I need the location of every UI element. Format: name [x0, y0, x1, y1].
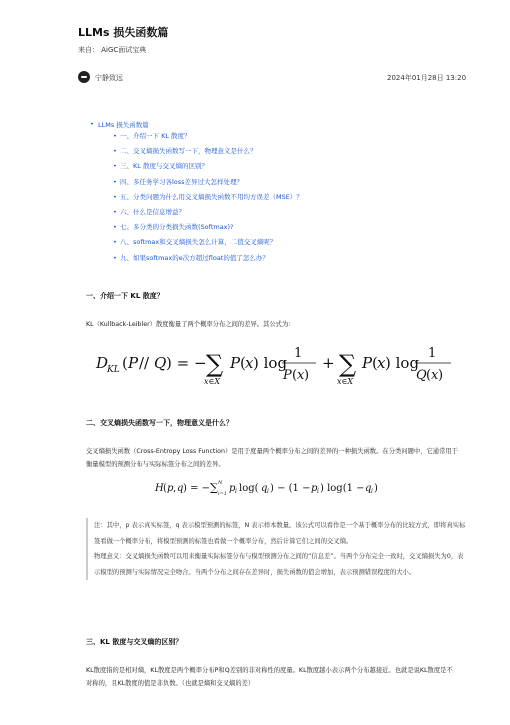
page-title: LLMs 损失函数篇	[78, 26, 169, 39]
svg-text:(: (	[240, 354, 246, 372]
source-line: 来自： AiGC面试宝典	[78, 46, 147, 54]
svg-text:x: x	[377, 354, 386, 372]
svg-text:,: ,	[173, 483, 177, 494]
svg-text:Q: Q	[416, 368, 427, 383]
svg-text:(: (	[292, 368, 298, 383]
svg-text:x∈X: x∈X	[204, 377, 221, 386]
toc-item-label: 八、softmax和交叉熵损失怎么计算，二值交叉熵呢？	[120, 238, 277, 247]
section-1-paragraph: KL（Kullback-Leibler）散度衡量了两个概率分布之间的差异。其公式为：	[86, 321, 295, 328]
toc-item-6[interactable]	[90, 205, 303, 220]
svg-text:i: i	[235, 488, 237, 495]
svg-text:) log: ) log	[253, 354, 288, 372]
section-2-paragraph: 交叉熵损失函数（Cross-Entropy Loss Function）是用于度量两个概率分布之间的差异的一种损失函数。在分类问题中，它通常用于衡量模型的预测分布与实际标签分布之间的差异。	[86, 448, 458, 468]
svg-text:1: 1	[428, 346, 437, 361]
svg-text:x: x	[245, 354, 254, 372]
svg-text:(: (	[122, 354, 128, 372]
svg-text:q: q	[177, 483, 184, 494]
svg-text:P: P	[230, 354, 241, 372]
svg-text:+: +	[322, 354, 335, 372]
svg-text:P: P	[128, 354, 139, 372]
svg-text:log(: log(	[239, 483, 259, 494]
section-heading-1: 一、介绍一下 KL 散度？	[86, 292, 164, 300]
section-3-paragraph: KL散度指的是相对熵，KL散度是两个概率分布P和Q差别的非对称性的度量。KL散度越小表示两个分布越接近。也就是说KL散度是不对称的，且KL散度的值是非负数。（也就是熵和交叉熵的差）	[86, 667, 453, 687]
svg-text:(: (	[163, 483, 167, 494]
svg-text:) = −: ) = −	[166, 354, 207, 372]
toc-list	[90, 129, 303, 266]
svg-text:) = −: ) = −	[183, 483, 211, 494]
toc-item-3[interactable]	[90, 159, 303, 174]
svg-text:Q: Q	[154, 354, 167, 372]
svg-text:(: (	[426, 368, 432, 383]
svg-text:p: p	[229, 483, 236, 494]
svg-text:KL: KL	[107, 365, 120, 375]
toc-main-link[interactable]: • LLMs 损失函数篇	[90, 120, 303, 129]
toc-item-label: 五、分类问题为什么用交叉熵损失函数不用均方误差（MSE）？	[120, 192, 303, 201]
avatar[interactable]	[78, 71, 90, 83]
svg-text:) − (1 −: ) − (1 −	[270, 483, 311, 494]
toc-item-label: 一、介绍一下 KL 散度？	[120, 132, 191, 140]
svg-text:i: i	[317, 488, 319, 495]
toc-item-5[interactable]	[90, 190, 303, 205]
toc-item-label: 九、如果softmax的e次方超过float的值了怎么办？	[120, 253, 269, 262]
author-row	[78, 71, 467, 85]
toc-item-label: 七、多分类的分类损失函数(Softmax)?	[120, 223, 234, 232]
svg-text:x: x	[297, 368, 305, 383]
toc-item-9[interactable]	[90, 251, 303, 266]
physical-meaning-text: 物理意义：交叉熵损失函数可以用来衡量实际标签分布与模型预测分布之间的“信息差”。当两个分布完全一致时，交叉熵损失为0，表示模型的预测与实际情况完全吻合。当两个分布之间存在差异时，损失函数的值会增加，表示预测错误程度的大小。	[94, 553, 464, 576]
toc-item-label: 四、多任务学习各loss差异过大怎样处理？	[120, 177, 244, 186]
svg-text:): )	[374, 483, 378, 494]
svg-text:i: i	[371, 488, 373, 495]
svg-text:(: (	[372, 354, 378, 372]
toc-item-4[interactable]	[90, 175, 303, 190]
author-name[interactable]: 宁静致远	[95, 74, 123, 82]
svg-text:): )	[438, 368, 444, 383]
svg-text:N: N	[218, 480, 223, 486]
cross-entropy-formula	[155, 477, 395, 497]
svg-text:) log: ) log	[385, 354, 420, 372]
svg-text:p: p	[167, 483, 174, 494]
svg-text:∑: ∑	[339, 350, 357, 378]
svg-text:) log(1 −: ) log(1 −	[320, 483, 365, 494]
svg-text:P: P	[362, 354, 373, 372]
toc-item-label: 二、交叉熵损失函数写一下，物理意义是什么？	[120, 147, 257, 156]
svg-text:∑: ∑	[206, 350, 224, 378]
svg-text:q: q	[365, 483, 372, 494]
toc-item-label: 三、KL 散度与交叉熵的区别？	[120, 162, 208, 171]
svg-text:): )	[304, 368, 310, 383]
svg-text:q: q	[261, 483, 268, 494]
svg-text://: //	[139, 354, 150, 372]
toc-item-1[interactable]	[90, 129, 303, 144]
svg-text:x∈X: x∈X	[337, 377, 354, 386]
section-heading-3: 三、KL 散度与交叉熵的区别？	[86, 638, 183, 646]
svg-text:H: H	[155, 483, 164, 494]
svg-text:∑: ∑	[210, 481, 218, 494]
note-text: 注：其中，p 表示真实标签，q 表示模型预测的标签，N 表示样本数量。该公式可以看作是一个基于概率分布的比较方式，即将真实标签看做一个概率分布，将模型预测的标签也看做一个概率分布，然后计算它们之间的交叉熵。	[94, 522, 466, 545]
table-of-contents	[90, 120, 303, 266]
svg-text:D: D	[96, 354, 109, 372]
toc-item-7[interactable]	[90, 220, 303, 235]
publish-date: 2024年01月28日 13:20	[387, 74, 467, 82]
svg-text:i=1: i=1	[218, 491, 227, 497]
svg-text:i: i	[267, 488, 269, 495]
svg-text:p: p	[311, 483, 318, 494]
section-heading-2: 二、交叉熵损失函数写一下，物理意义是什么？	[86, 419, 233, 427]
toc-item-8[interactable]	[90, 235, 303, 250]
kl-divergence-formula	[94, 338, 474, 388]
svg-text:1: 1	[294, 346, 303, 361]
toc-item-2[interactable]	[90, 144, 303, 159]
svg-text:P: P	[283, 368, 292, 383]
toc-item-label: 六、什么是信息增益？	[120, 207, 185, 216]
note-block	[86, 518, 466, 580]
svg-text:x: x	[431, 368, 439, 383]
